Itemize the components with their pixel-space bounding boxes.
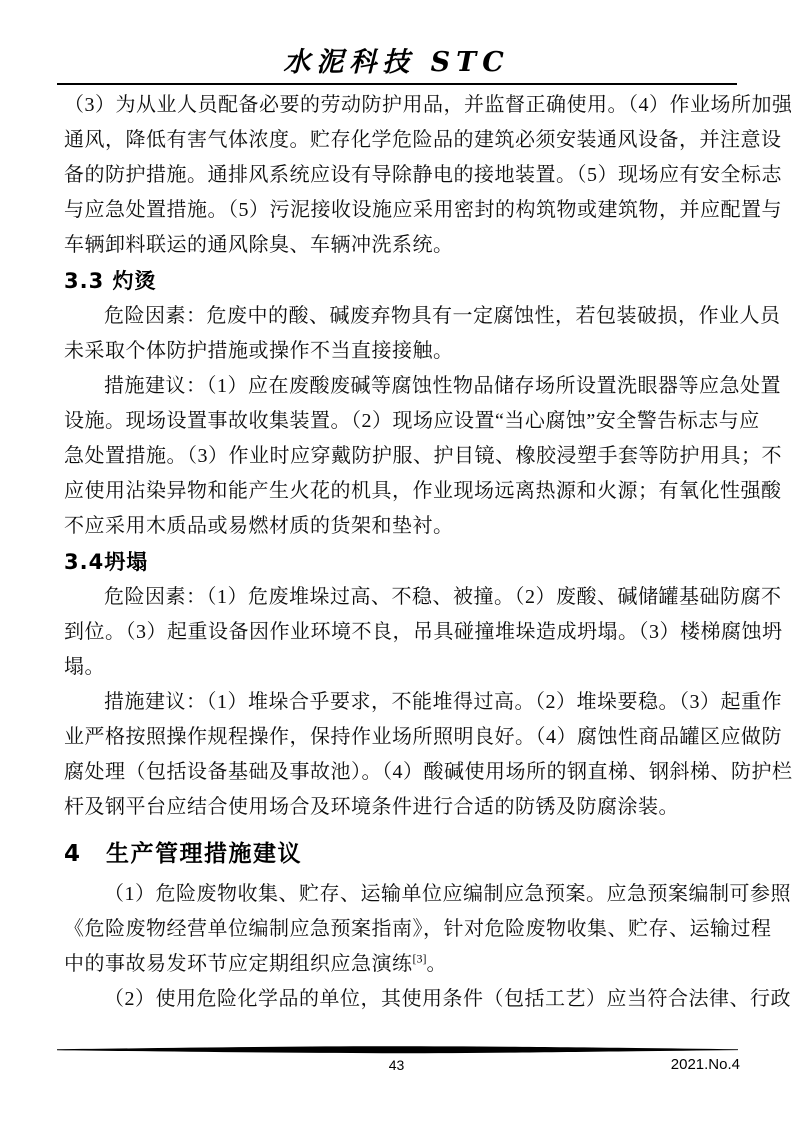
issue-number: 2021.No.4 xyxy=(670,1056,740,1073)
text-line: 备的防护措施。通排风系统应设有导除静电的接地装置。（5）现场应有安全标志 xyxy=(64,164,782,186)
page-content xyxy=(64,88,793,1017)
header-rule xyxy=(57,83,737,85)
text-line: 到位。（3）起重设备因作业环境不良，吊具碰撞堆垛造成坍塌。（3）楼梯腐蚀坍 xyxy=(64,621,783,643)
text-line: 危险因素：危废中的酸、碱废弃物具有一定腐蚀性，若包装破损，作业人员 xyxy=(104,305,781,327)
text-line: 急处置措施。（3）作业时应穿戴防护服、护目镜、橡胶浸塑手套等防护用具；不 xyxy=(64,445,782,467)
text-line: 不应采用木质品或易燃材质的货架和垫衬。 xyxy=(64,515,454,537)
text-line: 通风，降低有害气体浓度。贮存化学危险品的建筑必须安装通风设备，并注意设 xyxy=(64,129,782,151)
journal-title: 水泥科技 STC xyxy=(283,47,510,78)
text-line: 业严格按照操作规程操作，保持作业场所照明良好。（4）腐蚀性商品罐区应做防 xyxy=(64,726,782,748)
footnote-ref: [3] xyxy=(412,951,427,966)
text-line: 设施。现场设置事故收集装置。（2）现场应设置“当心腐蚀”安全警告标志与应 xyxy=(64,410,760,432)
text-line: 杆及钢平台应结合使用场合及环境条件进行合适的防锈及防腐涂装。 xyxy=(64,796,679,818)
text-line: 措施建议：（1）堆垛合乎要求，不能堆得过高。（2）堆垛要稳。（3）起重作 xyxy=(104,691,782,713)
text-line: 《危险废物经营单位编制应急预案指南》，针对危险废物收集、贮存、运输过程 xyxy=(64,918,772,940)
text-line: （3）为从业人员配备必要的劳动防护用品，并监督正确使用。（4）作业场所加强 xyxy=(64,94,793,116)
text-line: （1）危险废物收集、贮存、运输单位应编制应急预案。应急预案编制可参照 xyxy=(104,883,791,905)
page-number: 43 xyxy=(388,1057,405,1073)
text-line: 未采取个体防护措施或操作不当直接接触。 xyxy=(64,340,454,362)
text-line: （2）使用危险化学品的单位，其使用条件（包括工艺）应当符合法律、行政 xyxy=(104,988,791,1010)
text-line: 车辆卸料联运的通风除臭、车辆冲洗系统。 xyxy=(64,234,454,256)
text-line: 危险因素：（1）危废堆垛过高、不稳、被撞。（2）废酸、碱储罐基础防腐不 xyxy=(104,586,782,608)
section-heading: 3.4坍塌 xyxy=(64,550,149,574)
footer-rule xyxy=(57,1044,738,1056)
text-line: 塌。 xyxy=(64,656,105,678)
section-heading: 4 生产管理措施建议 xyxy=(64,841,303,867)
text-line: 与应急处置措施。（5）污泥接收设施应采用密封的构筑物或建筑物，并应配置与 xyxy=(64,199,782,221)
section-heading: 3.3 灼烫 xyxy=(64,269,157,293)
text-line: 措施建议：（1）应在废酸废碱等腐蚀性物品储存场所设置洗眼器等应急处置 xyxy=(104,375,781,397)
text-run: 。 xyxy=(426,953,447,975)
text-line: 应使用沾染异物和能产生火花的机具，作业现场远离热源和火源；有氧化性强酸 xyxy=(64,480,782,502)
text-line xyxy=(64,947,734,982)
text-run: 中的事故易发环节应定期组织应急演练 xyxy=(64,953,413,975)
text-line: 腐处理（包括设备基础及事故池）。（4）酸碱使用场所的钢直梯、钢斜梯、防护栏 xyxy=(64,761,793,783)
